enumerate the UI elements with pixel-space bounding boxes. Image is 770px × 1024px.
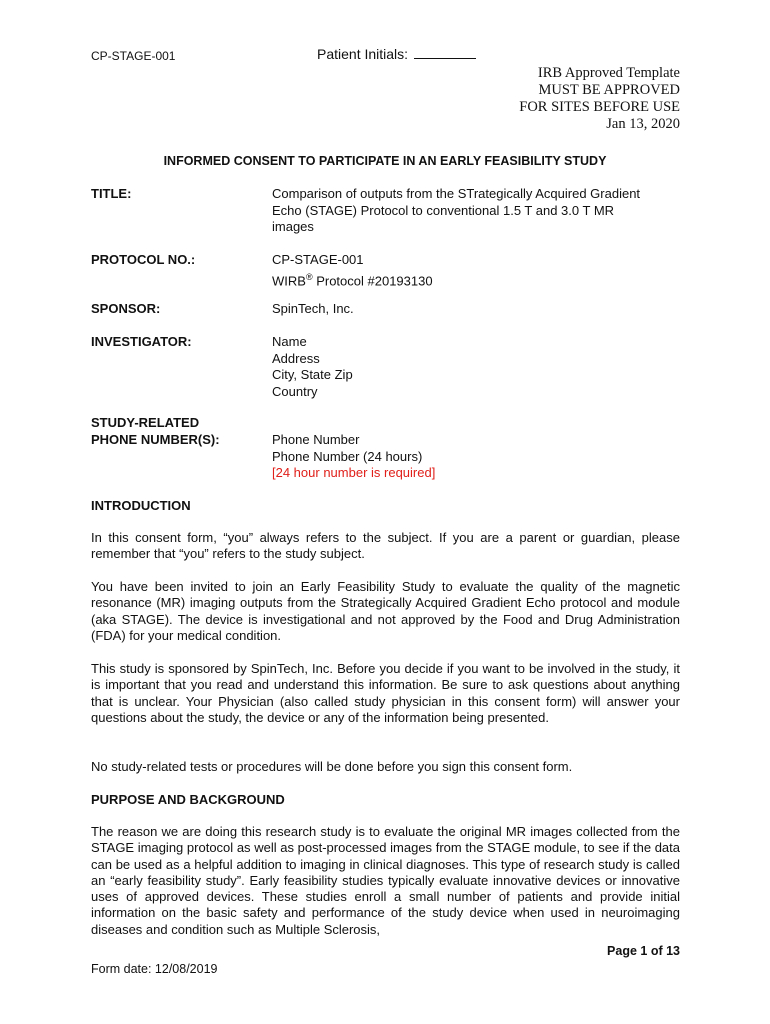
phone-required-note: [24 hour number is required] bbox=[272, 465, 436, 480]
protocol-label: PROTOCOL NO.: bbox=[91, 252, 196, 267]
document-title: INFORMED CONSENT TO PARTICIPATE IN AN EARLY FEASIBILITY STUDY bbox=[163, 154, 607, 168]
irb-date: Jan 13, 2020 bbox=[606, 116, 680, 132]
irb-approval-block bbox=[519, 65, 680, 133]
irb-line: FOR SITES BEFORE USE bbox=[519, 99, 680, 115]
protocol-code-header: CP-STAGE-001 bbox=[91, 49, 176, 63]
patient-initials-field bbox=[317, 46, 476, 62]
sponsor-value: SpinTech, Inc. bbox=[272, 301, 354, 316]
intro-paragraph-2: You have been invited to join an Early Feasibility Study to evaluate the quality of the magnetic resonance (MR) imaging outputs from the Strategically Acquired Gradient Echo protocol and module (aka STAGE). The device is investigational and not approved by the Food and Drug Administration (FDA) for your medical condition. bbox=[91, 579, 680, 643]
irb-line: MUST BE APPROVED bbox=[538, 82, 680, 98]
intro-paragraph-4: No study-related tests or procedures will be done before you sign this consent form. bbox=[91, 759, 573, 774]
purpose-heading: PURPOSE AND BACKGROUND bbox=[91, 792, 285, 807]
page-number: Page 1 of 13 bbox=[607, 944, 680, 958]
phone-value: Phone Number Phone Number (24 hours) [24 hour number is required] bbox=[272, 432, 436, 480]
intro-paragraph-3: This study is sponsored by SpinTech, Inc. Before you decide if you want to be involved in the study, it is important that you read and understand this information. Be sure to ask questions about anything that is unclear. Your Physician (also called study physician in this consent form) will answer your questions about the study, the device or any of the information being presented. bbox=[91, 661, 680, 725]
investigator-label: INVESTIGATOR: bbox=[91, 334, 192, 349]
form-date: Form date: 12/08/2019 bbox=[91, 962, 218, 976]
irb-line: IRB Approved Template bbox=[537, 65, 680, 81]
intro-paragraph-1: In this consent form, “you” always refers to the subject. If you are a parent or guardian, please remember that “you” refers to the study subject. bbox=[91, 530, 680, 562]
title-label: TITLE: bbox=[91, 186, 132, 201]
sponsor-label: SPONSOR: bbox=[91, 301, 161, 316]
investigator-value: Name Address City, State Zip Country bbox=[272, 334, 353, 399]
introduction-heading: INTRODUCTION bbox=[91, 498, 191, 513]
title-value: Comparison of outputs from the STrategically Acquired Gradient Echo (STAGE) Protocol to conventional 1.5 T and 3.0 T MR images bbox=[272, 186, 641, 234]
purpose-paragraph-1: The reason we are doing this research study is to evaluate the original MR images collected from the STAGE imaging protocol as well as post-processed images from the STAGE module, to see if the data can be used as a helpful addition to imaging in clinical diagnoses. This type of research study is called an “early feasibility study”. Early feasibility studies typically evaluate innovative devices or innovative uses of approved devices. These studies enroll a small number of patients and provide initial information on the basic safety and performance of the study device when used in neuroimaging diseases and condition such as Multiple Sclerosis, bbox=[91, 824, 680, 937]
phone-label: STUDY-RELATED PHONE NUMBER(S): bbox=[91, 415, 220, 447]
patient-initials-label: Patient Initials: bbox=[317, 46, 409, 62]
patient-initials-blank bbox=[414, 46, 476, 59]
protocol-value: CP-STAGE-001 WIRB® Protocol #20193130 bbox=[272, 252, 433, 288]
